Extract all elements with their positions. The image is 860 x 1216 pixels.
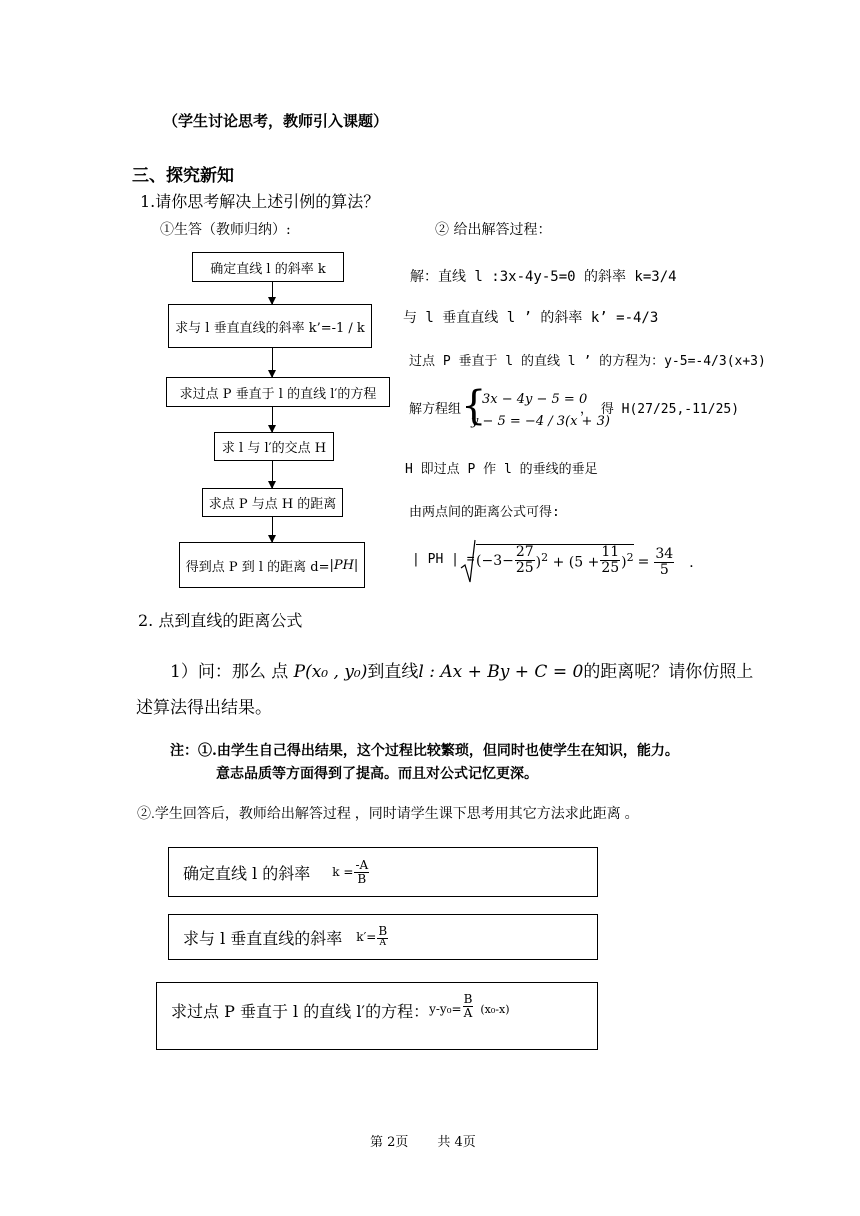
q2-point: P(x₀ , y₀) (293, 662, 368, 682)
flow1-step-5 (202, 488, 343, 517)
flow1-step-4 (214, 432, 334, 461)
solution-line-6: 由两点间的距离公式可得: (409, 505, 560, 520)
flow1-step-1-label: 确定直线 l 的斜率 k (210, 261, 326, 277)
flow1-step-2 (168, 304, 372, 348)
flow1-arrow-3 (272, 407, 273, 432)
distance-formula: (−3− $\frac{27}{25}$ )$^2$ + (5 + $\frac{11}{25}$ )$^2$ = $\frac{34}{5}$ ． (460, 538, 703, 586)
flow1-step-1 (192, 252, 344, 282)
solution-line-4-result: ， 得 H(27/25,-11/25) (580, 402, 740, 417)
flow1-step-4-label: 求 l 与 l′的交点 H (221, 441, 327, 456)
flow1-step-6-formula: |PH| (329, 557, 359, 573)
fraction-27-25 (515, 545, 535, 575)
equation-brace: { (461, 383, 487, 429)
flow2-box-2-k: k′= (356, 930, 377, 944)
fraction-2-denominator: 25 (601, 560, 620, 576)
q2-text-a: 1）问：那么 点 (170, 662, 289, 682)
student-answer-label: ①生答（教师归纳）: (160, 222, 291, 238)
question-2-sub-1 (170, 657, 753, 682)
question-1: 1.请你思考解决上述引例的算法？ (140, 192, 380, 211)
flow2-box-3-label: 求过点 P 垂直于 l 的直线 l′的方程： (171, 1002, 430, 1021)
flow2-box-3-fraction (463, 993, 474, 1019)
flow1-step-3 (166, 377, 390, 407)
question-2: 2. 点到直线的距离公式 (138, 611, 303, 630)
result-denominator: 5 (659, 561, 669, 578)
flow2-box-1-denominator: B (357, 871, 367, 886)
note-line-2: 意志品质等方面得到了提高。而且对公式记忆更深。 (216, 766, 538, 782)
fraction-11-25 (600, 545, 620, 575)
note-line-1: 注：①.由学生自己得出结果，这个过程比较繁琐，但同时也使学生在知识，能力。 (170, 743, 679, 759)
flow1-arrow-1 (272, 282, 273, 304)
flow2-box-3 (156, 982, 598, 1050)
question-2-sub-1-cont: 述算法得出结果。 (136, 698, 272, 718)
section-title: 三、探究新知 (132, 166, 234, 186)
flow2-box-1-label: 确定直线 l 的斜率 (183, 863, 311, 883)
flow2-box-1-fraction (354, 859, 369, 885)
flow1-step-6 (179, 542, 365, 588)
solution-line-1: 解：直线 l :3x-4y-5=0 的斜率 k=3/4 (410, 269, 677, 285)
flow2-box-1-numerator: -A (355, 857, 369, 872)
solution-line-3: 过点 P 垂直于 l 的直线 l ’ 的方程为：y-5=-4/3(x+3) (409, 354, 766, 369)
flow2-box-3-y: y-y₀= (429, 1002, 462, 1016)
flow2-box-2-label: 求与 l 垂直直线的斜率 (183, 928, 343, 948)
flow2-box-2-denominator: A (379, 938, 387, 949)
fraction-1-numerator: 27 (515, 544, 534, 561)
note-2: ②.学生回答后，教师给出解答过程 ，同时请学生课下思考用其它方法求此距离 。 (137, 805, 639, 821)
formula-tail: ． (689, 555, 704, 571)
equation-2: y − 5 = −4 / 3(x + 3) (471, 414, 610, 429)
solution-line-5: H 即过点 P 作 l 的垂线的垂足 (405, 462, 598, 477)
fraction-result (654, 547, 674, 577)
solution-line-2: 与 l 垂直直线 l ’ 的斜率 k’ =-4/3 (403, 310, 659, 326)
q2-line-equation: l : Ax + By + C = 0 (418, 662, 584, 682)
ph-label: | PH | = (412, 552, 475, 567)
flow1-arrow-5 (272, 517, 273, 542)
fraction-2-numerator: 11 (601, 544, 620, 561)
flow1-step-3-label: 求过点 P 垂直于 l 的直线 l′的方程 (179, 386, 377, 402)
flow1-arrow-4 (272, 461, 273, 488)
page-footer: 第 2页 共 4页 (370, 1135, 476, 1150)
flow2-box-3-denominator: A (463, 1005, 473, 1020)
process-label: ② 给出解答过程： (435, 222, 552, 238)
flow2-box-3-numerator: B (463, 992, 473, 1006)
flow2-box-2 (168, 914, 598, 960)
equation-1: 3x − 4y − 5 = 0 (482, 392, 588, 407)
intro-note: （学生讨论思考，教师引入课题） (163, 112, 389, 130)
flow2-box-3-tail: (x₀-x) (480, 1003, 510, 1016)
solution-line-4-prefix: 解方程组 (409, 402, 462, 417)
flow2-box-1-k: k = (332, 865, 354, 879)
flow1-step-6-label: 得到点 P 到 l 的距离 d= (185, 559, 330, 575)
q2-text-b: 到直线 (367, 662, 419, 682)
flow1-step-5-label: 求点 P 与点 H 的距离 (208, 497, 337, 512)
q2-text-c: 的距离呢？请你仿照上 (583, 662, 754, 682)
flow1-step-2-label: 求与 l 垂直直线的斜率 k’=-1 / k (175, 320, 365, 336)
flow1-arrow-2 (272, 348, 273, 377)
flow2-box-2-numerator: B (378, 924, 388, 939)
flow2-box-1 (168, 847, 598, 897)
flow2-box-2-fraction (377, 925, 388, 948)
result-numerator: 34 (655, 545, 674, 562)
radicand: (−3− $\frac{27}{25}$ )$^2$ + (5 + $\frac{11}{25}$ )$^2$ (476, 544, 634, 576)
sqrt-icon (460, 538, 476, 586)
fraction-1-denominator: 25 (515, 560, 534, 576)
